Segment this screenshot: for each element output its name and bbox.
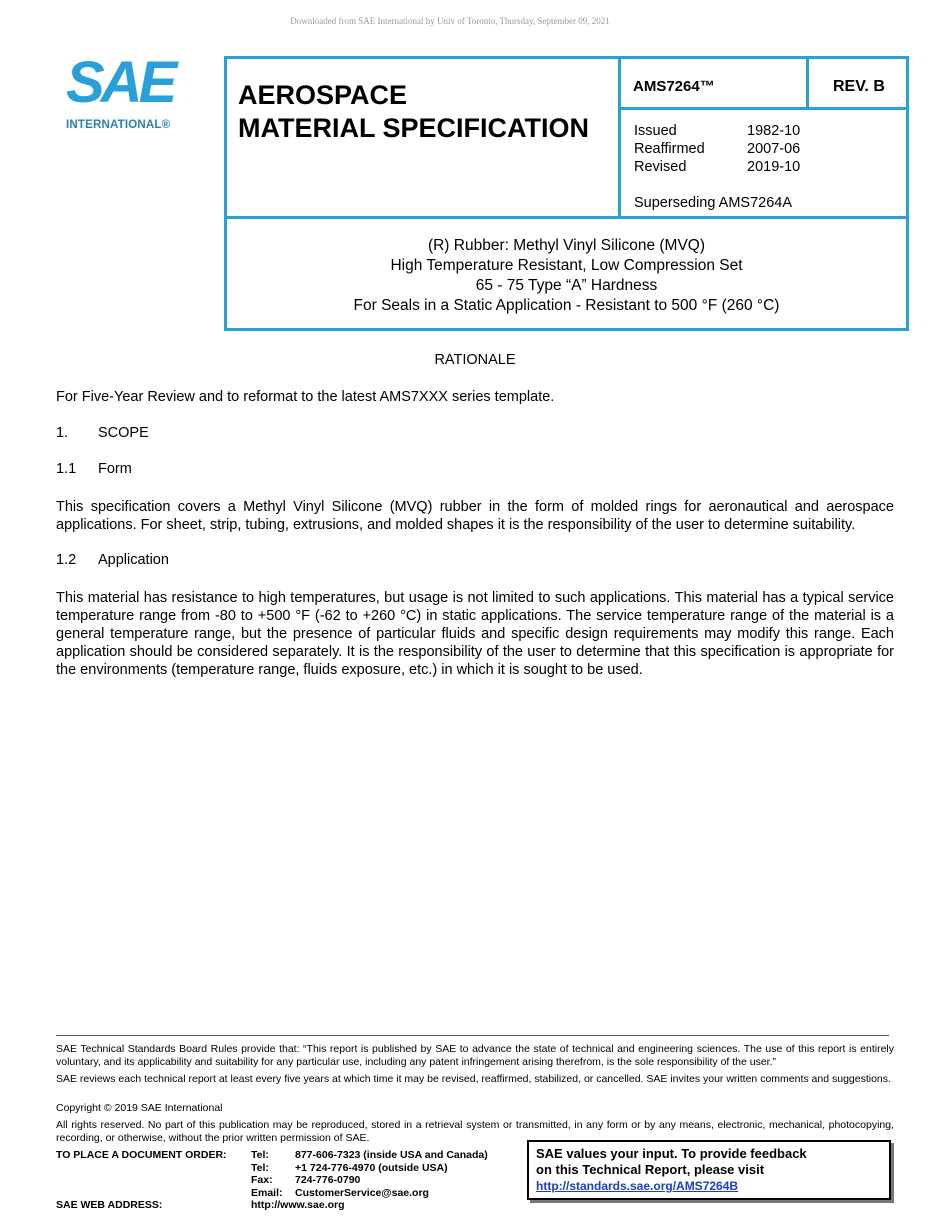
web-label: SAE WEB ADDRESS: (56, 1199, 163, 1211)
issue-dates-box (618, 107, 909, 219)
contact-label: Fax: (251, 1174, 273, 1186)
section-number: 1.1 (56, 461, 77, 477)
date-label: Issued (634, 123, 677, 139)
date-value: 2007-06 (747, 141, 801, 157)
subject-line: High Temperature Resistant, Low Compression Set (390, 257, 743, 274)
download-note: Downloaded from SAE International by Univ of Toronto, Thursday, September 09, 2021 (290, 16, 610, 26)
subject-line: For Seals in a Static Application - Resistant to 500 °F (260 °C) (353, 297, 780, 314)
issue-row-revised (634, 159, 800, 175)
application-paragraph: This material has resistance to high temperatures, but usage is not limited to such applications. This material has a typical service temperature range from -80 to +500 °F (-62 to +260 °C) in static applications. The service temperature range of the material is a general temperature range, but the presence of particular fluids and specific design requirements may modify this range. Each application should be considered separately. It is the responsibility of the user to determine that this specification is appropriate for the environments (temperature range, fluids exposure, etc.) in which it is sought to be used. (56, 590, 894, 678)
issue-row-issued (634, 123, 800, 139)
footer-review: SAE reviews each technical report at least every five years at which time it may be revised, reaffirmed, stabilized, or cancelled. SAE invites your written comments and suggestions. (56, 1073, 891, 1085)
title-line-1: AEROSPACE (238, 80, 408, 110)
spec-number-box (618, 56, 809, 110)
rationale-text: For Five-Year Review and to reformat to the latest AMS7XXX series template. (56, 389, 555, 405)
contact-email[interactable]: CustomerService@sae.org (295, 1186, 429, 1199)
contact-value: +1 724-776-4970 (outside USA) (295, 1161, 448, 1174)
issue-row-reaffirmed (634, 141, 800, 157)
footer-rules: SAE Technical Standards Board Rules provide that: “This report is published by SAE to advance the state of technical and engineering sciences. The use of this report is entirely voluntary, and its applicability and suitability for any particular use, including any patent infringement arising therefrom, is the sole responsibility of the user.” (56, 1043, 894, 1068)
section-application-heading (56, 552, 169, 568)
section-form-heading (56, 461, 132, 477)
form-paragraph: This specification covers a Methyl Vinyl Silicone (MVQ) rubber in the form of molded rings for aeronautical and aerospace applications. For sheet, strip, tubing, extrusions, and molded shapes it is the responsibility of the user to determine suitability. (56, 499, 894, 533)
date-label: Reaffirmed (634, 141, 705, 157)
contact-row (251, 1149, 488, 1162)
date-value: 2019-10 (747, 159, 801, 175)
section-title: Form (98, 461, 132, 477)
superseding: Superseding AMS7264A (634, 195, 792, 211)
subject-line: (R) Rubber: Methyl Vinyl Silicone (MVQ) (427, 237, 706, 254)
feedback-line-2: on this Technical Report, please visit (536, 1162, 765, 1177)
revision-box (806, 56, 909, 110)
section-title: SCOPE (98, 425, 149, 441)
sae-logo (66, 50, 190, 135)
contact-label: Tel: (251, 1149, 269, 1161)
contact-row (251, 1187, 488, 1200)
footer-rights: All rights reserved. No part of this publication may be reproduced, stored in a retrieval system or transmitted, in any form or by any means, electronic, mechanical, photocopying, recording, or otherwise, without the prior written permission of SAE. (56, 1119, 894, 1144)
date-value: 1982-10 (747, 123, 801, 139)
section-scope-heading (56, 425, 149, 441)
contact-row (251, 1162, 488, 1175)
spec-number: AMS7264™ (633, 78, 715, 95)
subject-lines (227, 236, 906, 316)
contact-value: 877-606-7323 (inside USA and Canada) (295, 1149, 488, 1161)
logo-brand: SAE (66, 50, 174, 115)
contact-label: Tel: (251, 1161, 269, 1174)
order-contacts (251, 1149, 488, 1199)
order-label: TO PLACE A DOCUMENT ORDER: (56, 1149, 227, 1161)
feedback-line-1: SAE values your input. To provide feedback (536, 1146, 807, 1161)
date-label: Revised (634, 159, 687, 175)
contact-label: Email: (251, 1186, 283, 1199)
rationale-heading: RATIONALE (434, 352, 516, 368)
section-number: 1.2 (56, 552, 77, 568)
document-type-title (238, 79, 589, 145)
footer-copyright: Copyright © 2019 SAE International (56, 1102, 223, 1114)
section-title: Application (98, 552, 169, 568)
footer-divider (56, 1035, 889, 1036)
contact-value: 724-776-0790 (295, 1174, 361, 1186)
subject-line: 65 - 75 Type “A” Hardness (475, 277, 658, 294)
subject-box (224, 216, 909, 331)
title-line-2: MATERIAL SPECIFICATION (238, 113, 589, 143)
revision: REV. B (833, 78, 885, 95)
web-address[interactable]: http://www.sae.org (251, 1199, 345, 1211)
feedback-box (527, 1140, 891, 1200)
title-box (224, 56, 621, 219)
section-number: 1. (56, 425, 69, 441)
logo-subtitle: INTERNATIONAL® (66, 119, 171, 131)
contact-row (251, 1174, 488, 1187)
feedback-link[interactable]: http://standards.sae.org/AMS7264B (536, 1179, 739, 1193)
